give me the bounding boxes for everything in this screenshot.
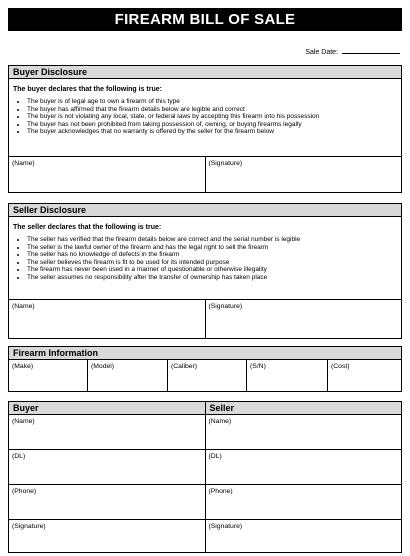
seller-disclosure-section bbox=[8, 203, 402, 339]
list-item: • The seller assumes no responsibility after the transfer of ownership has taken place bbox=[27, 274, 401, 282]
list-item: • The seller has verified that the firearm details below are correct and the serial number is legible bbox=[27, 236, 401, 244]
seller-signature-field[interactable] bbox=[205, 520, 402, 553]
document-title: FIREARM BILL OF SALE bbox=[8, 8, 402, 31]
signature-row bbox=[9, 519, 401, 553]
seller-disclosure-heading: Seller Disclosure bbox=[9, 204, 401, 217]
field-label: (Name) bbox=[208, 418, 232, 425]
list-item: • The firearm has never been used in a manner of questionable or otherwise illegality bbox=[27, 266, 401, 274]
field-label: (Make) bbox=[12, 363, 34, 370]
buyer-seller-header bbox=[9, 402, 401, 415]
seller-dl-field[interactable] bbox=[205, 450, 402, 484]
buyer-seller-section bbox=[8, 401, 402, 553]
field-label: (Phone) bbox=[208, 488, 233, 495]
seller-disclosure-name-field[interactable] bbox=[9, 300, 205, 338]
name-row bbox=[9, 415, 401, 449]
buyer-heading: Buyer bbox=[13, 403, 39, 413]
list-item: • The seller believes the firearm is fit to be used for its intended purpose bbox=[27, 259, 401, 267]
field-label: (Caliber) bbox=[171, 363, 198, 370]
field-label: (DL) bbox=[12, 453, 26, 460]
field-label: (Name) bbox=[12, 418, 35, 425]
list-item: • The buyer has not been prohibited from taking possession of, owning, or buying firearms legally bbox=[27, 121, 401, 129]
make-field[interactable] bbox=[9, 360, 87, 391]
field-label: (Signature) bbox=[208, 160, 243, 167]
buyer-disclosure-section bbox=[8, 65, 402, 193]
field-label: (Signature) bbox=[208, 523, 243, 530]
serial-number-field[interactable] bbox=[246, 360, 327, 391]
list-item: • The buyer acknowledges that no warranty is offered by the seller for the firearm below bbox=[27, 128, 401, 136]
buyer-phone-field[interactable] bbox=[9, 485, 205, 519]
firearm-information-heading: Firearm Information bbox=[9, 347, 401, 360]
seller-heading: Seller bbox=[205, 402, 402, 414]
buyer-disclosure-signature-row bbox=[9, 156, 401, 192]
field-label: (S/N) bbox=[250, 363, 266, 370]
caliber-field[interactable] bbox=[167, 360, 246, 391]
seller-disclosure-signature-row bbox=[9, 299, 401, 338]
field-label: (Cost) bbox=[331, 363, 350, 370]
sale-date-field[interactable] bbox=[305, 47, 400, 56]
buyer-declarations-list bbox=[9, 98, 401, 136]
seller-name-field[interactable] bbox=[205, 415, 402, 449]
buyer-dl-field[interactable] bbox=[9, 450, 205, 484]
seller-declarations-list bbox=[9, 236, 401, 282]
buyer-signature-field[interactable] bbox=[9, 520, 205, 553]
seller-phone-field[interactable] bbox=[205, 485, 402, 519]
field-label: (Model) bbox=[91, 363, 115, 370]
seller-declares-statement: The seller declares that the following is true: bbox=[13, 224, 162, 231]
buyer-declares-statement: The buyer declares that the following is true: bbox=[13, 86, 162, 93]
sale-date-label: Sale Date: bbox=[305, 49, 338, 56]
buyer-disclosure-name-field[interactable] bbox=[9, 157, 205, 192]
buyer-name-field[interactable] bbox=[9, 415, 205, 449]
model-field[interactable] bbox=[87, 360, 167, 391]
field-label: (Phone) bbox=[12, 488, 37, 495]
list-item: • The buyer is not violating any local, state, or federal laws by accepting this firearm into his possession bbox=[27, 113, 401, 121]
field-label: (Name) bbox=[12, 160, 35, 167]
list-item: • The seller has no knowledge of defects in the firearm bbox=[27, 251, 401, 259]
seller-disclosure-signature-field[interactable] bbox=[205, 300, 402, 338]
list-item: • The seller is the lawful owner of the firearm and has the legal right to sell the firearm bbox=[27, 244, 401, 252]
cost-field[interactable] bbox=[327, 360, 401, 391]
dl-row bbox=[9, 449, 401, 484]
field-label: (Signature) bbox=[12, 523, 46, 530]
buyer-disclosure-heading: Buyer Disclosure bbox=[9, 66, 401, 79]
list-item: • The buyer is of legal age to own a firearm of this type bbox=[27, 98, 401, 106]
phone-row bbox=[9, 484, 401, 519]
firearm-information-section bbox=[8, 346, 402, 392]
field-label: (DL) bbox=[208, 453, 222, 460]
firearm-fields-row bbox=[9, 360, 401, 391]
sale-date-line bbox=[342, 47, 400, 54]
buyer-disclosure-signature-field[interactable] bbox=[205, 157, 402, 192]
list-item: • The buyer has affirmed that the firearm details below are legible and correct bbox=[27, 106, 401, 114]
field-label: (Signature) bbox=[208, 303, 243, 310]
field-label: (Name) bbox=[12, 303, 35, 310]
